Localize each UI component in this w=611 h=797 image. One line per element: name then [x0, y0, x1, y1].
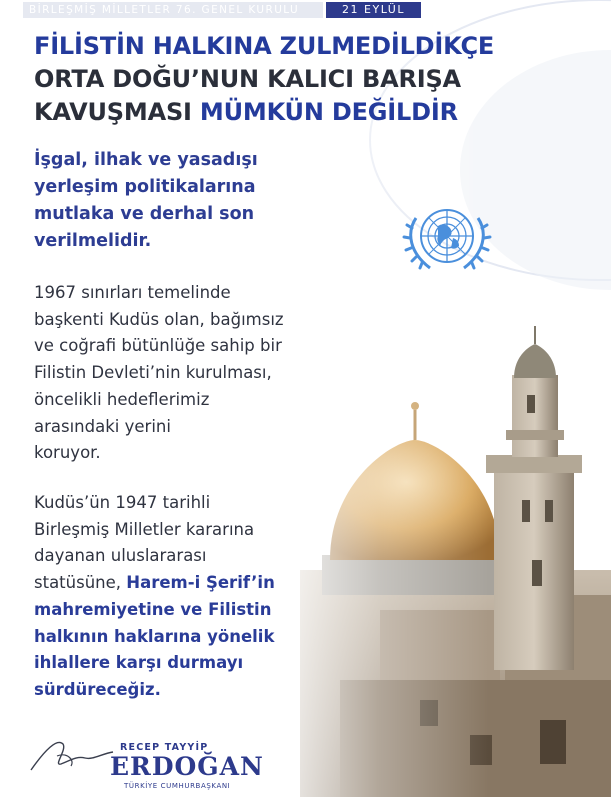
paragraph-line: koruyor. [34, 443, 101, 463]
subheading-line: yerleşim politikalarına [34, 177, 256, 197]
headline [34, 30, 574, 129]
event-label: BİRLEŞMİŞ MİLLETLER 76. GENEL KURULU [23, 2, 323, 18]
paragraph-highlight-line: mahremiyetine ve Filistin [34, 599, 272, 619]
subheading-line: İşgal, ilhak ve yasadışı [34, 150, 258, 170]
paragraph-highlight-line: ihlallere karşı durmayı [34, 653, 244, 673]
paragraph-1 [34, 280, 354, 467]
subheading-line: mutlaka ve derhal son [34, 204, 255, 224]
headline-line-3 [34, 96, 574, 129]
paragraph-highlight: Harem-i Şerif’in [126, 573, 275, 593]
headline-line-1: FİLİSTİN HALKINA ZULMEDİLDİKÇE [34, 32, 495, 60]
top-bar [23, 2, 421, 32]
paragraph-line: Birleşmiş Milletler kararına [34, 519, 255, 539]
signature-title: TÜRKİYE CUMHURBAŞKANI [124, 782, 231, 790]
paragraph-line: Kudüs’ün 1947 tarihli [34, 493, 211, 512]
headline-line-3-part-2: MÜMKÜN DEĞİLDİR [199, 98, 458, 126]
united-nations-emblem-icon [398, 198, 496, 278]
headline-line-2: ORTA DOĞU’NUN KALICI BARIŞA [34, 65, 461, 93]
paragraph-line: başkenti Kudüs olan, bağımsız [34, 309, 284, 329]
paragraph-line: ve coğrafi bütünlüğe sahip bir [34, 336, 282, 356]
signature-given-names: RECEP TAYYİP [120, 742, 209, 753]
paragraph-line: 1967 sınırları temelinde [34, 283, 231, 302]
handwritten-signature [27, 730, 117, 780]
paragraph-2 [34, 490, 354, 704]
paragraph-line: öncelikli hedeflerimiz [34, 389, 210, 409]
signature-surname: ERDOĞAN [110, 752, 264, 781]
paragraph-highlight-line: halkının haklarına yönelik [34, 626, 275, 646]
paragraph-line: Filistin Devleti’nin kurulması, [34, 363, 272, 383]
paragraph-line: dayanan uluslararası [34, 546, 207, 566]
signature-stroke [31, 742, 113, 770]
subheading-line: verilmelidir. [34, 231, 152, 251]
paragraph-highlight-line: sürdüreceğiz. [34, 679, 161, 699]
paragraph-plain-text: statüsüne, [34, 573, 127, 593]
subheading [34, 147, 354, 255]
paragraph-line [34, 570, 354, 597]
headline-line-3-part-1: KAVUŞMASI [34, 98, 200, 126]
date-label: 21 EYLÜL 2021 [326, 2, 421, 18]
paragraph-line: arasındaki yerini [34, 416, 171, 436]
